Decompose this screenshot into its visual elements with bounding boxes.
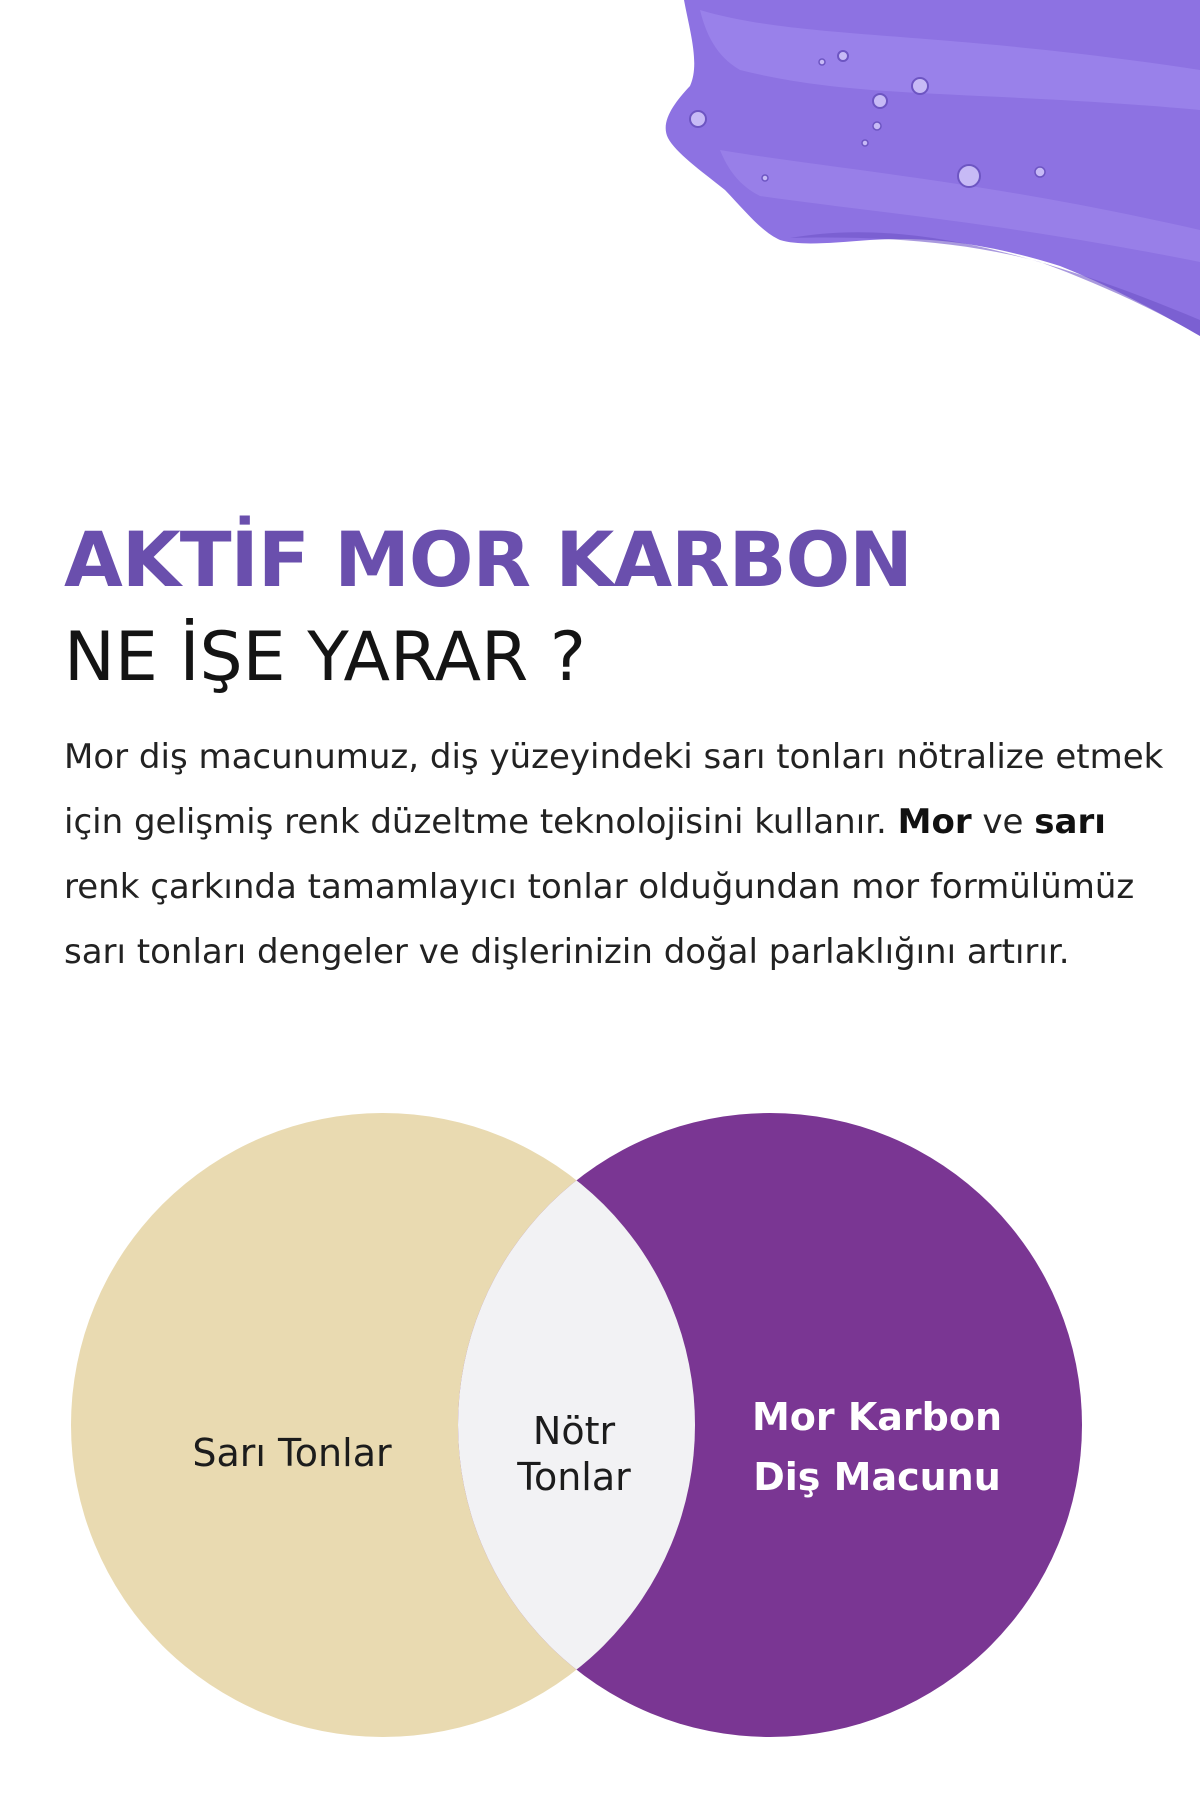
bubble (862, 140, 868, 146)
description-text: renk çarkında tamamlayıcı tonlar olduğundan mor formülümüz sarı tonları dengeler ve dişlerinizin doğal parlaklığını artırır. (64, 867, 1135, 972)
description-paragraph (64, 725, 1184, 985)
description-text: Mor diş macunumuz, diş yüzeyindeki sarı tonları nötralize etmek için gelişmiş renk düzeltme teknolojisini kullanır. (64, 737, 1164, 842)
right-label-line-1: Mor Karbon (751, 1395, 1003, 1439)
bubble (958, 165, 980, 187)
description-bold-mor: Mor (897, 802, 972, 842)
right-label-line-2: Diş Macunu (753, 1455, 1001, 1499)
title-line-2: NE İŞE YARAR ? (64, 618, 586, 697)
bubble (819, 59, 825, 65)
center-label-line-1: Nötr (532, 1409, 616, 1453)
bubble (873, 122, 881, 130)
bubble (912, 78, 928, 94)
title-line-1: AKTİF MOR KARBON (64, 515, 912, 604)
bubble (1035, 167, 1045, 177)
center-label-line-2: Tonlar (517, 1455, 631, 1499)
description-text: ve (971, 802, 1035, 842)
left-circle-label: Sarı Tonlar (192, 1431, 392, 1475)
bubble (873, 94, 887, 108)
purple-paste-smear-image (0, 0, 1200, 360)
bubble (690, 111, 706, 127)
description-bold-sari: sarı (1034, 802, 1106, 842)
bubble (838, 51, 848, 61)
venn-diagram (0, 1090, 1200, 1750)
bubble (762, 175, 768, 181)
